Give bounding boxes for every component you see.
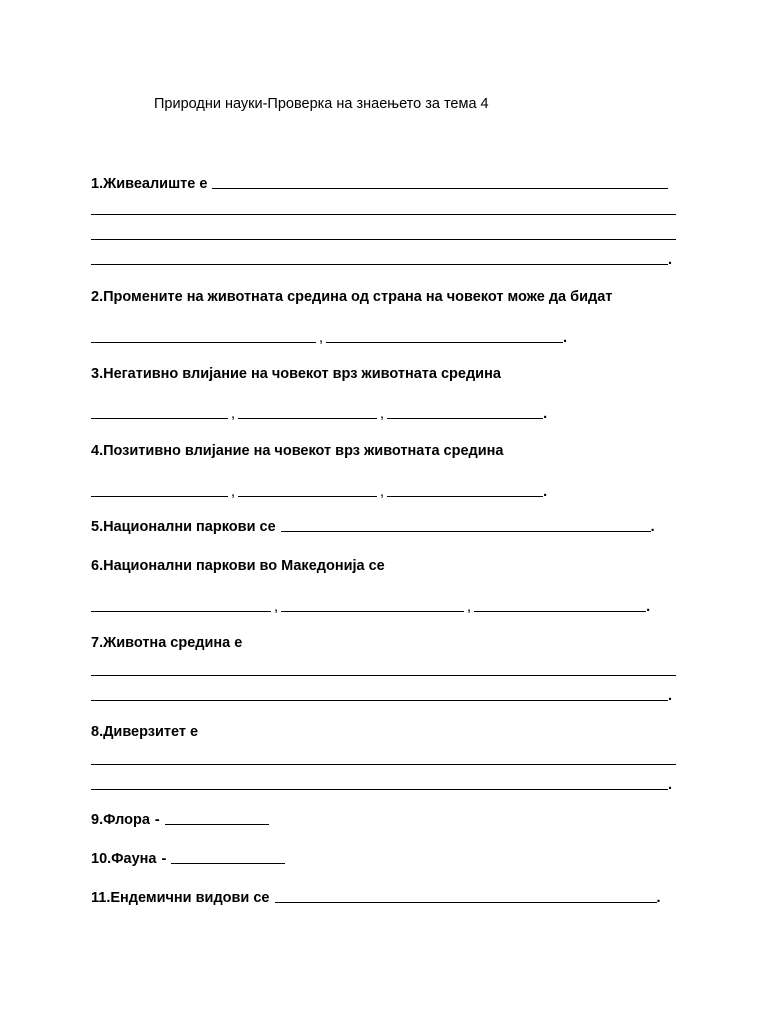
answer-blank[interactable] bbox=[281, 531, 651, 532]
dash-separator: - bbox=[161, 851, 167, 867]
question-7 bbox=[91, 631, 242, 651]
question-text: Флора bbox=[103, 812, 150, 828]
answer-blank[interactable] bbox=[91, 264, 668, 265]
question-number: 2. bbox=[91, 289, 104, 305]
question-text: Животна средина е bbox=[103, 635, 243, 651]
end-period: . bbox=[646, 599, 651, 615]
answer-blank[interactable] bbox=[165, 824, 269, 825]
question-text: Национални паркови во Македонија се bbox=[103, 558, 385, 574]
question-number: 1. bbox=[91, 176, 104, 192]
question-text: Позитивно влијание на човекот врз животната средина bbox=[103, 443, 504, 459]
question-number: 5. bbox=[91, 519, 104, 535]
answer-blank[interactable] bbox=[91, 611, 271, 612]
question-3-answers bbox=[91, 402, 547, 422]
answer-blank[interactable] bbox=[387, 418, 543, 419]
question-4-answers bbox=[91, 480, 547, 500]
end-period: . bbox=[543, 406, 548, 422]
question-2 bbox=[91, 285, 612, 305]
end-period: . bbox=[656, 890, 661, 906]
question-text: Диверзитет е bbox=[103, 724, 199, 740]
answer-blank[interactable] bbox=[91, 675, 676, 676]
question-1-line-4 bbox=[91, 248, 672, 268]
question-text: Фауна bbox=[111, 851, 157, 867]
answer-blank[interactable] bbox=[91, 239, 676, 240]
question-text: Ендемични видови се bbox=[110, 890, 270, 906]
question-number: 6. bbox=[91, 558, 104, 574]
question-text: Негативно влијание на човекот врз животната средина bbox=[103, 366, 501, 382]
question-6-answers bbox=[91, 595, 650, 615]
answer-blank[interactable] bbox=[238, 418, 377, 419]
question-1-line-2 bbox=[91, 198, 676, 218]
comma-separator: , bbox=[380, 406, 385, 422]
end-period: . bbox=[668, 688, 673, 704]
answer-blank[interactable] bbox=[171, 863, 285, 864]
answer-blank[interactable] bbox=[212, 188, 668, 189]
answer-blank[interactable] bbox=[238, 496, 377, 497]
question-6 bbox=[91, 554, 385, 574]
question-number: 11. bbox=[91, 890, 111, 906]
question-7-line-1 bbox=[91, 659, 676, 679]
question-1-line-3 bbox=[91, 223, 676, 243]
answer-blank[interactable] bbox=[387, 496, 543, 497]
question-7-line-2 bbox=[91, 684, 672, 704]
question-number: 9. bbox=[91, 812, 104, 828]
end-period: . bbox=[668, 252, 673, 268]
answer-blank[interactable] bbox=[91, 789, 668, 790]
comma-separator: , bbox=[467, 599, 472, 615]
question-text: Промените на животната средина од страна на човекот може да бидат bbox=[103, 289, 613, 305]
answer-blank[interactable] bbox=[91, 342, 316, 343]
question-4 bbox=[91, 439, 503, 459]
answer-blank[interactable] bbox=[281, 611, 464, 612]
question-8 bbox=[91, 720, 198, 740]
end-period: . bbox=[650, 519, 655, 535]
end-period: . bbox=[543, 484, 548, 500]
question-11 bbox=[91, 886, 661, 906]
end-period: . bbox=[668, 777, 673, 793]
comma-separator: , bbox=[274, 599, 279, 615]
comma-separator: , bbox=[231, 484, 236, 500]
question-number: 4. bbox=[91, 443, 104, 459]
answer-blank[interactable] bbox=[91, 418, 228, 419]
comma-separator: , bbox=[319, 330, 324, 346]
comma-separator: , bbox=[380, 484, 385, 500]
question-text: Живеалиште е bbox=[103, 176, 208, 192]
question-5 bbox=[91, 515, 655, 535]
answer-blank[interactable] bbox=[326, 342, 563, 343]
question-text: Национални паркови се bbox=[103, 519, 276, 535]
answer-blank[interactable] bbox=[275, 902, 657, 903]
answer-blank[interactable] bbox=[474, 611, 646, 612]
answer-blank[interactable] bbox=[91, 496, 228, 497]
worksheet-title: Природни науки-Проверка на знаењето за тема 4 bbox=[154, 96, 489, 112]
dash-separator: - bbox=[154, 812, 160, 828]
question-number: 10. bbox=[91, 851, 112, 867]
comma-separator: , bbox=[231, 406, 236, 422]
question-number: 7. bbox=[91, 635, 104, 651]
answer-blank[interactable] bbox=[91, 764, 676, 765]
question-1 bbox=[91, 172, 668, 192]
question-3 bbox=[91, 362, 501, 382]
question-2-answers bbox=[91, 326, 567, 346]
question-9 bbox=[91, 808, 269, 828]
question-8-line-1 bbox=[91, 748, 676, 768]
question-10 bbox=[91, 847, 285, 867]
end-period: . bbox=[563, 330, 568, 346]
question-number: 8. bbox=[91, 724, 104, 740]
answer-blank[interactable] bbox=[91, 214, 676, 215]
question-8-line-2 bbox=[91, 773, 672, 793]
answer-blank[interactable] bbox=[91, 700, 668, 701]
question-number: 3. bbox=[91, 366, 104, 382]
